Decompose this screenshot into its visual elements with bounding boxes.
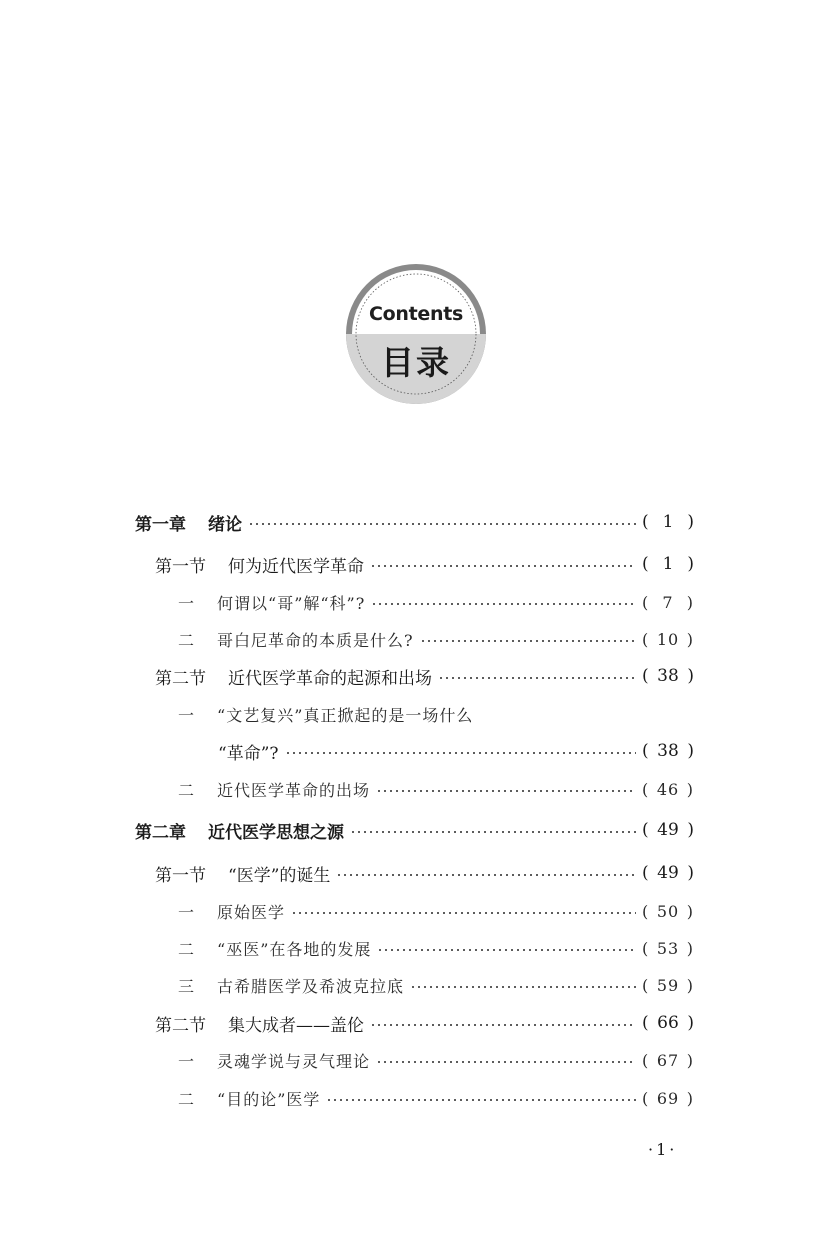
- dot-leader: [376, 1061, 636, 1063]
- toc-entry-number: 第二节: [155, 1015, 206, 1036]
- toc-entry-title: 集大成者——盖伦: [228, 1015, 364, 1036]
- toc-entry-page-number: 10: [656, 629, 680, 649]
- dot-leader: [350, 831, 636, 833]
- toc-entry-page: ( 1 ): [642, 512, 694, 532]
- dot-leader: [370, 565, 636, 567]
- toc-entry-page-number: 1: [662, 554, 674, 574]
- toc-entry-title: “巫医”在各地的发展: [217, 939, 372, 959]
- toc-entry-page-number: 66: [657, 1013, 679, 1033]
- toc-entry-title: “文艺复兴”真正掀起的是一场什么: [217, 705, 474, 725]
- toc-entry-title: 近代医学革命的出场: [217, 780, 371, 800]
- toc-entry-page-number: 7: [662, 592, 674, 612]
- toc-entry-title: “医学”的诞生: [228, 865, 331, 886]
- toc-entry: [155, 550, 694, 578]
- toc-entry-page: ( 38 ): [642, 666, 694, 686]
- toc-entry-page: ( 49 ): [642, 820, 694, 840]
- toc-entry-page-number: 46: [656, 779, 680, 799]
- toc-entry-page-number: 59: [656, 975, 680, 995]
- toc-entry-page: ( 49 ): [642, 863, 694, 883]
- toc-entry-number: 一: [178, 705, 196, 725]
- dot-leader: [376, 790, 636, 792]
- toc-entry: [178, 1046, 694, 1074]
- contents-chinese-title: 目录: [381, 343, 451, 382]
- dot-leader: [371, 603, 636, 605]
- toc-entry-page: ( 66 ): [642, 1013, 694, 1033]
- toc-entry-number: 第一节: [155, 865, 206, 886]
- dot-leader: [336, 874, 636, 876]
- toc-entry: [178, 700, 694, 728]
- toc-entry-page: ( 67 ): [642, 1050, 694, 1070]
- toc-entry-page-number: 69: [656, 1088, 680, 1108]
- toc-entry-page: ( 38 ): [642, 741, 694, 761]
- toc-entry: [178, 588, 694, 616]
- toc-entry-number: 二: [178, 780, 196, 800]
- toc-entry: [178, 625, 694, 653]
- toc-entry: [178, 897, 694, 925]
- toc-entry-title: 灵魂学说与灵气理论: [217, 1051, 371, 1071]
- toc-entry-page-number: 1: [662, 512, 674, 532]
- toc-entry: [178, 934, 694, 962]
- toc-entry-page-number: 53: [656, 938, 680, 958]
- toc-entry-title: 古希腊医学及希波克拉底: [217, 976, 405, 996]
- toc-entry-number: 第一章: [135, 514, 186, 535]
- page-number: ·1·: [648, 1140, 678, 1159]
- toc-entry: [178, 775, 694, 803]
- toc-entry-number: 二: [178, 630, 196, 650]
- contents-english-label: Contents: [368, 303, 463, 325]
- toc-entry-title: “目的论”医学: [217, 1089, 321, 1109]
- toc-entry-title: 哥白尼革命的本质是什么?: [217, 630, 414, 650]
- toc-entry-page: ( 59 ): [642, 975, 694, 995]
- toc-entry-number: 一: [178, 593, 196, 613]
- toc-entry: [155, 662, 694, 690]
- toc-entry: [135, 816, 694, 844]
- toc-entry: [178, 1084, 694, 1112]
- toc-entry-page-number: 49: [657, 820, 679, 840]
- toc-entry-number: 一: [178, 1051, 196, 1071]
- toc-entry-page: ( 46 ): [642, 779, 694, 799]
- dot-leader: [248, 523, 636, 525]
- toc-entry-title: 何为近代医学革命: [228, 556, 364, 577]
- toc-entry-title: 原始医学: [217, 902, 286, 922]
- toc-entry-page: ( 7 ): [642, 592, 694, 612]
- dot-leader: [420, 640, 636, 642]
- toc-entry-number: 二: [178, 1089, 196, 1109]
- toc-entry-number: 第二节: [155, 668, 206, 689]
- toc-entry-page: ( 69 ): [642, 1088, 694, 1108]
- toc-entry-number: 三: [178, 976, 196, 996]
- toc-entry-number: 第一节: [155, 556, 206, 577]
- toc-entry-title: 近代医学革命的起源和出场: [228, 668, 432, 689]
- dot-leader: [410, 986, 636, 988]
- toc-entry-page: ( 1 ): [642, 554, 694, 574]
- dot-leader: [291, 912, 636, 914]
- dot-leader: [438, 677, 636, 679]
- toc-entry-number: 一: [178, 902, 196, 922]
- toc-entry: [155, 859, 694, 887]
- dot-leader: [285, 752, 637, 754]
- toc-entry: [178, 971, 694, 999]
- toc-entry-title: 近代医学思想之源: [208, 822, 344, 843]
- toc-entry-number: 第二章: [135, 822, 186, 843]
- toc-entry-page: ( 50 ): [642, 901, 694, 921]
- toc-entry-page: ( 10 ): [642, 629, 694, 649]
- toc-entry-page-number: 38: [657, 741, 679, 761]
- toc-entry-number: 二: [178, 939, 196, 959]
- toc-entry: [155, 1009, 694, 1037]
- toc-entry-title: 何谓以“哥”解“科”?: [217, 593, 366, 613]
- dot-leader: [370, 1024, 636, 1026]
- toc-entry-page-number: 38: [657, 666, 679, 686]
- toc-entry-title: 绪论: [208, 514, 242, 535]
- toc-entry-title: “革命”?: [218, 743, 279, 764]
- toc-entry-page-number: 49: [657, 863, 679, 883]
- dot-leader: [377, 949, 636, 951]
- toc-entry: [218, 737, 694, 765]
- toc-entry-page-number: 50: [656, 901, 680, 921]
- toc-entry-page: ( 53 ): [642, 938, 694, 958]
- toc-entry-page-number: 67: [656, 1050, 680, 1070]
- toc-entry: [135, 508, 694, 536]
- dot-leader: [326, 1099, 636, 1101]
